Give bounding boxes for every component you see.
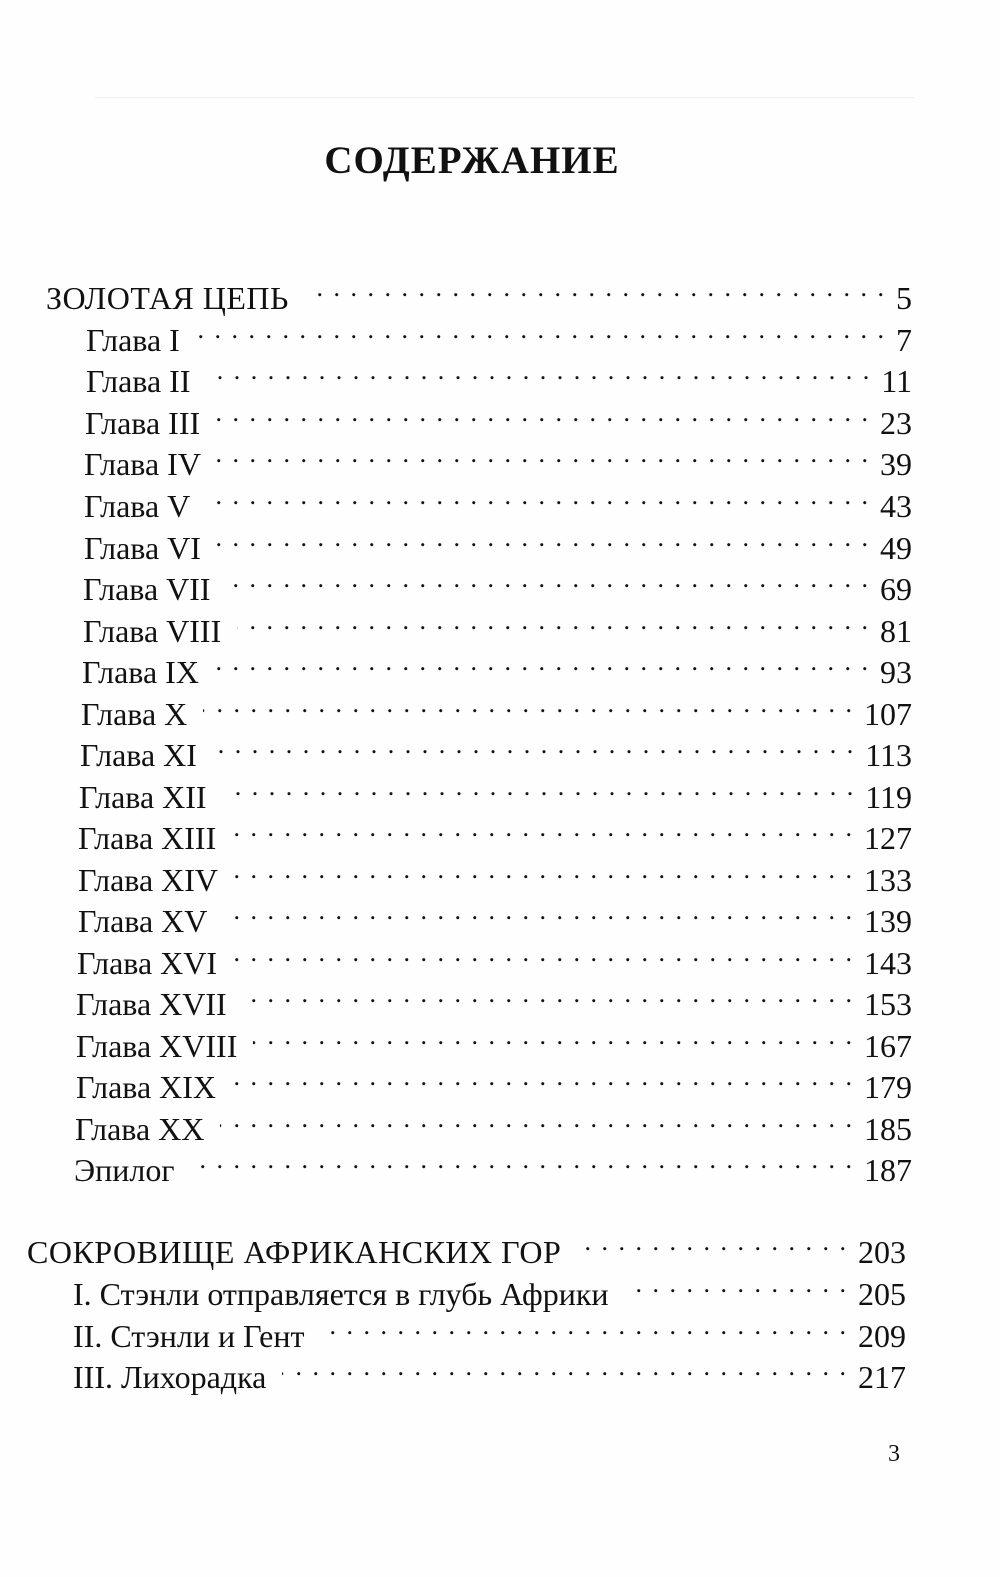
- dot-leader: [305, 267, 886, 309]
- entry-label: Глава XI: [80, 737, 197, 773]
- entry-label: I. Стэнли отправляется в глубь Африки: [73, 1276, 609, 1312]
- entry-label: II. Стэнли и Гент: [73, 1318, 305, 1354]
- dot-leader: [203, 683, 854, 725]
- toc-entry: [83, 558, 912, 607]
- dot-leader: [282, 1346, 848, 1388]
- page-number: 119: [865, 779, 912, 815]
- entry-label: Глава XX: [75, 1111, 205, 1147]
- toc-entry: [81, 683, 912, 732]
- entry-label: Глава XVIII: [76, 1028, 238, 1064]
- toc-entry: [82, 641, 912, 690]
- toc-entry: [74, 1139, 912, 1188]
- entry-label: Глава XV: [78, 903, 208, 939]
- entry-label: Глава VII: [83, 571, 211, 607]
- dot-leader: [237, 600, 870, 642]
- toc-entry: [83, 600, 912, 649]
- dot-leader: [217, 517, 870, 559]
- toc-entry: [76, 1015, 912, 1064]
- toc-entry: [73, 1263, 906, 1312]
- dot-leader: [227, 558, 870, 600]
- entry-label: Глава III: [85, 405, 201, 441]
- dot-leader: [215, 641, 870, 683]
- page-number: 187: [864, 1152, 912, 1188]
- toc-entry: [79, 766, 912, 815]
- entry-label: Глава IV: [84, 446, 201, 482]
- page-number: 49: [880, 530, 912, 566]
- dot-leader: [232, 807, 854, 849]
- dot-leader: [206, 350, 871, 392]
- toc-entry: [75, 1098, 912, 1147]
- dot-leader: [196, 309, 886, 351]
- page-number: 179: [864, 1069, 912, 1105]
- page-number: 133: [864, 862, 912, 898]
- page-number: 209: [858, 1318, 906, 1354]
- section-heading: [27, 1221, 906, 1270]
- toc-entry: [78, 890, 912, 939]
- page-number: 43: [880, 488, 912, 524]
- page-title: СОДЕРЖАНИЕ: [324, 139, 620, 182]
- page-number: 113: [865, 737, 912, 773]
- entry-label: Глава XII: [79, 779, 207, 815]
- toc-entry: [77, 932, 912, 981]
- page-number: 143: [864, 945, 912, 981]
- page-folio: 3: [888, 1441, 900, 1467]
- dot-leader: [206, 475, 870, 517]
- page-number: 93: [880, 654, 912, 690]
- entry-label: Глава XVII: [76, 986, 227, 1022]
- entry-label: Глава I: [86, 322, 180, 358]
- page-number: 217: [858, 1359, 906, 1395]
- entry-label: Глава X: [81, 696, 188, 732]
- page-number: 7: [896, 322, 912, 358]
- entry-label: Глава VIII: [83, 613, 222, 649]
- dot-leader: [223, 890, 854, 932]
- page-number: 153: [864, 986, 912, 1022]
- toc-entry: [84, 517, 912, 566]
- toc-entry: [78, 807, 912, 856]
- toc-entry: [84, 433, 912, 482]
- section-title: СОКРОВИЩЕ АФРИКАНСКИХ ГОР: [27, 1234, 562, 1270]
- dot-leader: [234, 849, 854, 891]
- toc-entry: [86, 350, 912, 399]
- toc-entry: [73, 1305, 906, 1354]
- dot-leader: [223, 766, 856, 808]
- dot-leader: [320, 1305, 848, 1347]
- page-number: 69: [880, 571, 912, 607]
- page-number: 11: [881, 363, 912, 399]
- entry-label: Глава II: [86, 363, 191, 399]
- page-number: 203: [858, 1234, 906, 1270]
- dot-leader: [577, 1221, 848, 1263]
- toc-entry: [84, 475, 912, 524]
- page-number: 23: [880, 405, 912, 441]
- toc-entry: [73, 1346, 906, 1395]
- dot-leader: [625, 1263, 848, 1305]
- page-number: 81: [880, 613, 912, 649]
- dot-leader: [213, 724, 855, 766]
- page-number: 5: [896, 280, 912, 316]
- toc-entry: [78, 849, 912, 898]
- page-number: 107: [864, 696, 912, 732]
- dot-leader: [243, 973, 854, 1015]
- page-number: 127: [864, 820, 912, 856]
- entry-label: Глава IX: [82, 654, 199, 690]
- toc-entry: [86, 309, 912, 358]
- toc-entry: [76, 1056, 912, 1105]
- dot-leader: [190, 1139, 854, 1181]
- section-title: ЗОЛОТАЯ ЦЕПЬ: [46, 280, 289, 316]
- section-heading: [46, 267, 912, 316]
- entry-label: Глава XIV: [78, 862, 219, 898]
- page-number: 185: [864, 1111, 912, 1147]
- dot-leader: [253, 1015, 854, 1057]
- toc-entry: [85, 392, 912, 441]
- entry-label: Эпилог: [74, 1152, 175, 1188]
- entry-label: Глава XIX: [76, 1069, 217, 1105]
- page-number: 39: [880, 446, 912, 482]
- dot-leader: [232, 1056, 854, 1098]
- entry-label: Глава VI: [84, 530, 201, 566]
- page-number: 167: [864, 1028, 912, 1064]
- page-number: 205: [858, 1276, 906, 1312]
- entry-label: Глава XVI: [77, 945, 218, 981]
- dot-leader: [217, 433, 870, 475]
- toc-entry: [80, 724, 912, 773]
- dot-leader: [216, 392, 870, 434]
- entry-label: III. Лихорадка: [73, 1359, 267, 1395]
- entry-label: Глава V: [84, 488, 191, 524]
- dot-leader: [220, 1098, 854, 1140]
- toc-entry: [76, 973, 912, 1022]
- page-number: 139: [864, 903, 912, 939]
- entry-label: Глава XIII: [78, 820, 217, 856]
- dot-leader: [233, 932, 854, 974]
